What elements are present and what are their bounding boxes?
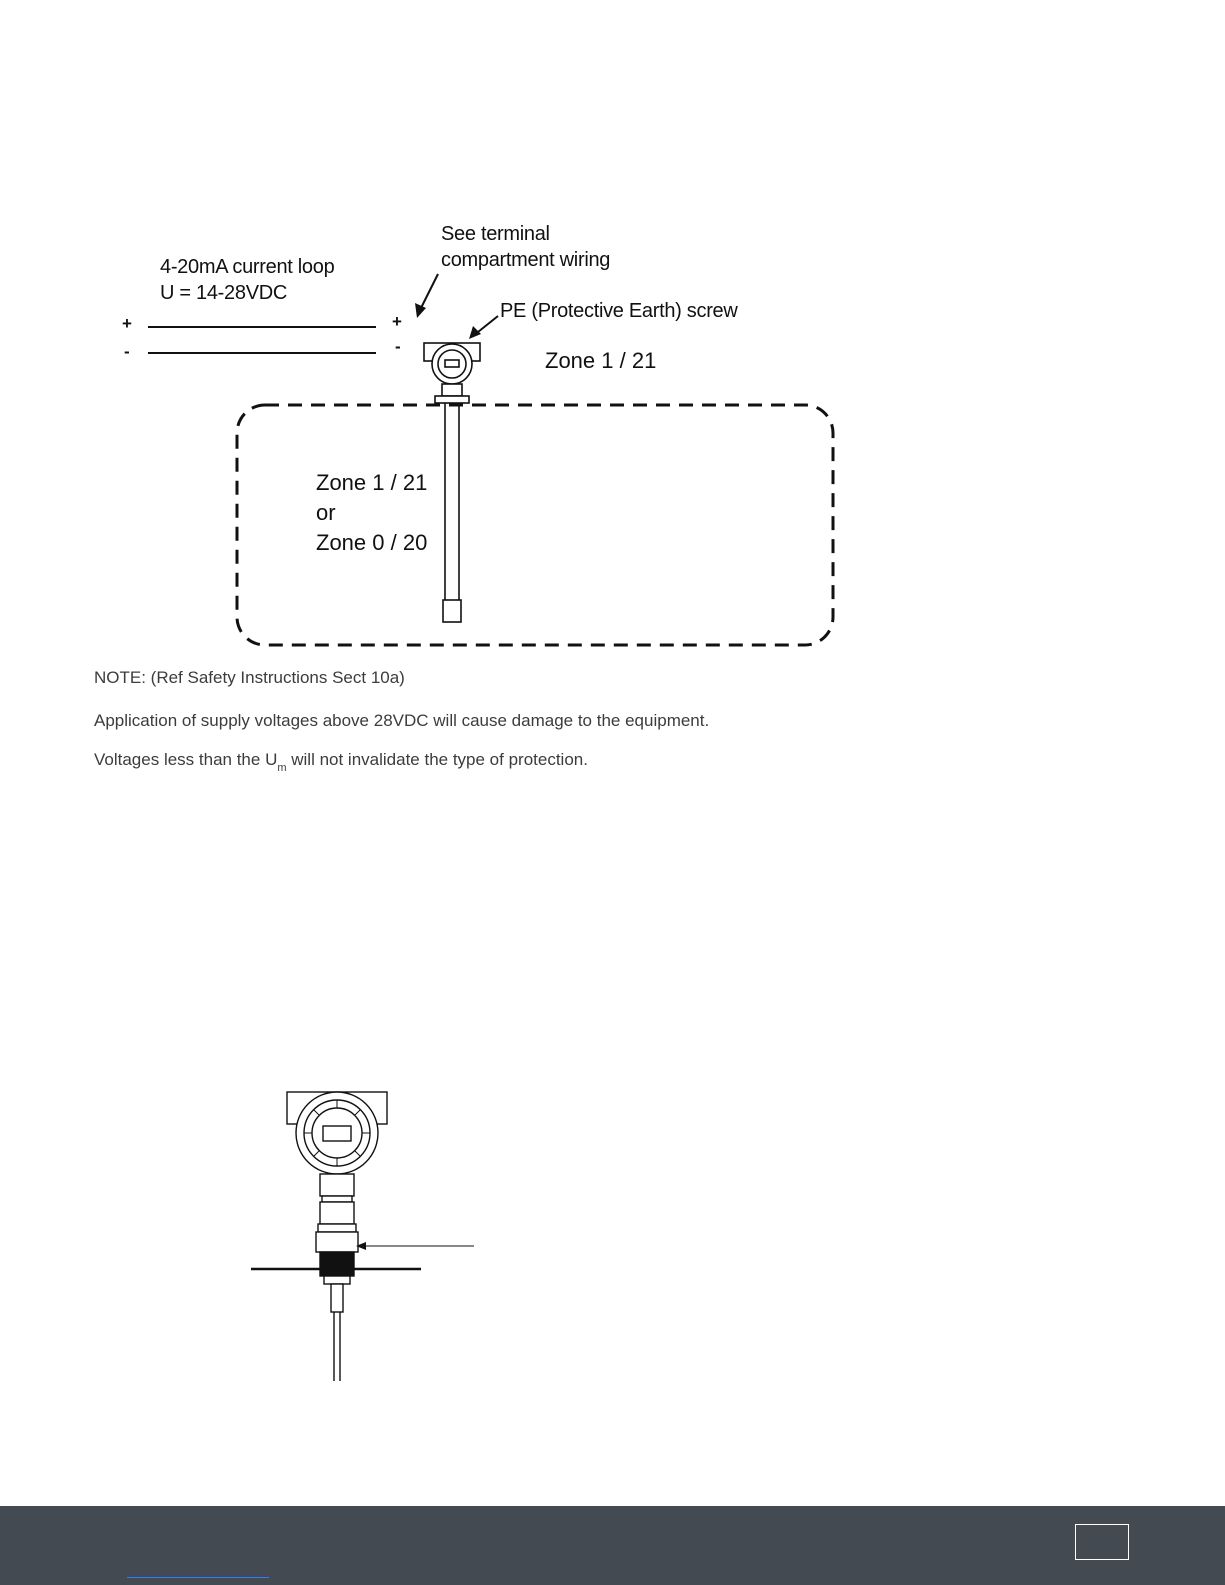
display-window bbox=[323, 1126, 351, 1141]
zone-outside-label: Zone 1 / 21 bbox=[545, 348, 657, 373]
zone-inside-line3: Zone 0 / 20 bbox=[316, 530, 428, 555]
footer-bar bbox=[0, 1506, 1225, 1585]
plus-right: + bbox=[392, 312, 402, 331]
note-heading: NOTE: (Ref Safety Instructions Sect 10a) bbox=[94, 668, 405, 687]
page-number-box bbox=[1075, 1524, 1129, 1560]
loop-label-line1: 4-20mA current loop bbox=[160, 256, 335, 278]
note-line2-subscript: m bbox=[277, 762, 287, 774]
zone-inside-line2: or bbox=[316, 500, 336, 525]
loop-label-line2: U = 14-28VDC bbox=[160, 282, 288, 304]
note-line1: Application of supply voltages above 28VDC will cause damage to the equipment. bbox=[94, 711, 710, 730]
probe-coupling bbox=[331, 1284, 343, 1312]
terminal-note-line2: compartment wiring bbox=[441, 249, 611, 271]
minus-right: - bbox=[395, 337, 401, 356]
process-nut bbox=[318, 1224, 356, 1232]
footer-link-underline[interactable] bbox=[127, 1577, 269, 1578]
note-line2-suffix: will not invalidate the type of protection. bbox=[286, 750, 588, 769]
neck bbox=[320, 1174, 354, 1196]
plus-left: + bbox=[122, 314, 132, 333]
terminal-note-line1: See terminal bbox=[441, 223, 550, 245]
note-line2-prefix: Voltages less than the U bbox=[94, 750, 278, 769]
zone-inside-line1: Zone 1 / 21 bbox=[316, 470, 428, 495]
minus-left: - bbox=[124, 342, 130, 361]
pe-label: PE (Protective Earth) screw bbox=[500, 300, 738, 322]
